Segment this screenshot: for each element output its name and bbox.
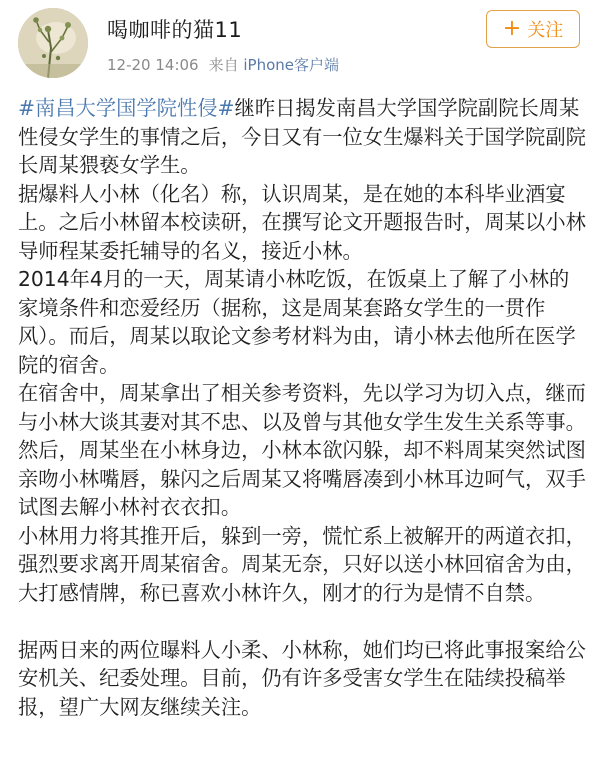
source-prefix: 来自 [208,56,239,74]
client-name[interactable]: iPhone客户端 [243,56,340,74]
username[interactable]: 喝咖啡的猫11 [107,18,243,42]
follow-label: 关注 [527,20,564,41]
follow-button[interactable] [486,10,580,48]
hashtag-link[interactable]: #南昌大学国学院性侵# [18,96,235,120]
paragraph-2: 据爆料人小林（化名）称，认识周某，是在她的本科毕业酒宴上。之后小林留本校读研，在撰写论文开题报告时，周某以小林导师程某委托辅导的名义，接近小林。 [18,181,586,263]
paragraph-6: 小林用力将其推开后，躲到一旁，慌忙系上被解开的两道衣扣，强烈要求离开周某宿舍。周某无奈，只好以送小林回宿舍为由，大打感情牌，称已喜欢小林许久，刚才的行为是情不自禁。 [18,523,586,605]
paragraph-4: 在宿舍中，周某拿出了相关参考资料，先以学习为切入点，继而与小林大谈其妻对其不忠、以及曾与其他女学生发生关系等事。 [18,381,586,434]
post-header [0,0,600,92]
paragraph-5: 然后，周某坐在小林身边，小林本欲闪躲，却不料周某突然试图亲吻小林嘴唇，躲闪之后周某又将嘴唇凑到小林耳边呵气，双手试图去解小林衬衣衣扣。 [18,438,586,519]
blank-line [18,607,586,636]
plant-photo-icon [18,8,88,78]
avatar[interactable] [18,8,88,78]
paragraph-1 [18,94,586,180]
plus-icon: + [502,16,522,41]
post-meta [107,54,339,75]
paragraph-text: 继昨日揭发南昌大学国学院副院长周某性侵女学生的事情之后，今日又有一位女生爆料关于国学院副院长周某猥亵女学生。 [18,96,586,177]
paragraph-3: 2014年4月的一天，周某请小林吃饭，在饭桌上了解了小林的家境条件和恋爱经历（据称，这是周某套路女学生的一贯作风）。而后，周某以取论文参考材料为由，请小林去他所在医学院的宿舍。 [18,267,576,377]
post-time: 12-20 14:06 [107,56,199,74]
paragraph-7: 据两日来的两位曝料人小柔、小林称，她们均已将此事报案给公安机关、纪委处理。目前，仍有许多受害女学生在陆续投稿举报，望广大网友继续关注。 [18,637,586,719]
post-content [18,94,586,721]
